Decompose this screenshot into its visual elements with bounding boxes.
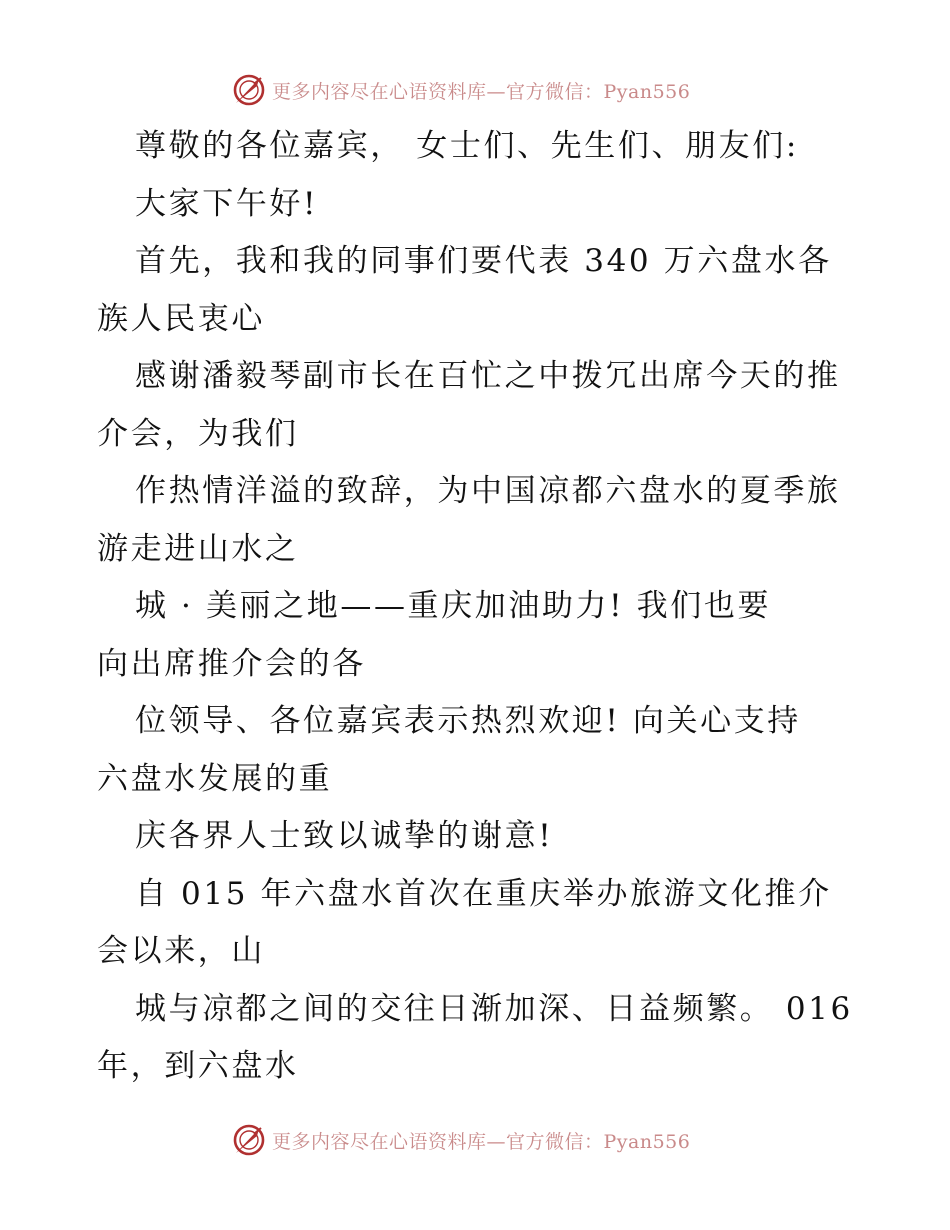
text-line: 庆各界人士致以诚挚的谢意! bbox=[135, 818, 554, 854]
text-line: 介会，为我们 bbox=[97, 415, 299, 452]
text-line: 城 · 美丽之地——重庆加油助力! 我们也要 bbox=[135, 588, 772, 624]
text-line: 六盘水发展的重 bbox=[97, 760, 333, 797]
text-line: 首先，我和我的同事们要代表 340 万六盘水各 bbox=[135, 243, 832, 279]
text-line: 城与凉都之间的交往日渐加深、日益频繁。 016 bbox=[135, 990, 853, 1027]
quill-logo-icon bbox=[232, 73, 266, 107]
watermark-text: 更多内容尽在心语资料库—官方微信：Pyan556 bbox=[272, 80, 691, 103]
text-line: 尊敬的各位嘉宾， 女士们、先生们、朋友们: bbox=[135, 128, 799, 164]
document-body bbox=[97, 118, 867, 1096]
text-line: 位领导、各位嘉宾表示热烈欢迎! 向关心支持 bbox=[135, 703, 801, 739]
footer-watermark bbox=[232, 1122, 690, 1158]
text-line: 年，到六盘水 bbox=[97, 1048, 299, 1084]
text-line: 族人民衷心 bbox=[97, 300, 265, 337]
header-watermark bbox=[232, 72, 690, 108]
text-line: 大家下午好! bbox=[135, 185, 319, 222]
text-line: 会以来，山 bbox=[97, 933, 265, 969]
text-line: 向出席推介会的各 bbox=[97, 645, 366, 682]
text-line: 自 015 年六盘水首次在重庆举办旅游文化推介 bbox=[135, 875, 832, 912]
text-line: 作热情洋溢的致辞，为中国凉都六盘水的夏季旅 bbox=[135, 473, 841, 509]
text-line: 游走进山水之 bbox=[97, 530, 299, 567]
quill-logo-icon bbox=[232, 1123, 266, 1157]
text-line: 感谢潘毅琴副市长在百忙之中拨冗出席今天的推 bbox=[135, 358, 841, 394]
watermark-text: 更多内容尽在心语资料库—官方微信：Pyan556 bbox=[272, 1130, 691, 1153]
